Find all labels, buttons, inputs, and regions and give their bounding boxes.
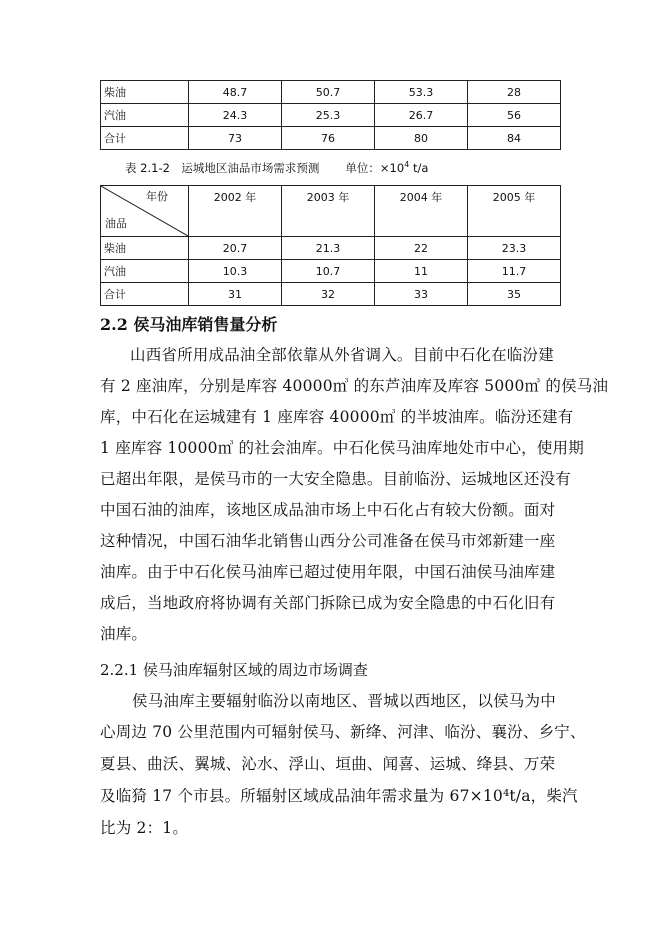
table-yuncheng-demand-forecast [100,185,561,306]
paragraph-line: 有 2 座油库，分别是库容 40000㎥ 的东芦油库及库容 5000㎥ 的侯马油 [100,377,609,395]
caption-unit [345,161,428,175]
column-header: 2004 年 [375,186,468,237]
diagonal-header-cell [101,186,189,237]
paragraph-line: 比为 2：1。 [100,819,189,837]
table-row [101,127,561,150]
caption-title: 表 2.1-2 运城地区油品市场需求预测 [125,161,320,175]
paragraph-line: 1 座库容 10000㎥ 的社会油库。中石化侯马油库地处市中心，使用期 [100,439,584,457]
cell: 53.3 [375,81,468,104]
cell: 80 [375,127,468,150]
paragraph-line: 中国石油的油库，该地区成品油市场上中石化占有较大份额。面对 [100,501,556,519]
table-header-row [101,186,561,237]
cell: 26.7 [375,104,468,127]
cell: 11 [375,260,468,283]
row-label: 合计 [101,127,189,150]
row-label: 汽油 [101,104,189,127]
column-header: 2005 年 [468,186,561,237]
cell: 24.3 [189,104,282,127]
row-label: 汽油 [101,260,189,283]
column-header: 2002 年 [189,186,282,237]
row-label: 合计 [101,283,189,306]
table-row [101,283,561,306]
paragraph-line: 油库。由于中石化侯马油库已超过使用年限，中国石油侯马油库建 [100,563,556,581]
cell: 20.7 [189,237,282,260]
subsection-heading: 2.2.1 侯马油库辐射区域的周边市场调查 [100,661,368,679]
table-row [101,81,561,104]
paragraph-line: 夏县、曲沃、翼城、沁水、浮山、垣曲、闻喜、运城、绛县、万荣 [100,755,556,773]
cell: 35 [468,283,561,306]
row-label: 柴油 [101,237,189,260]
cell: 25.3 [282,104,375,127]
table-caption [125,160,428,176]
paragraph-line: 山西省所用成品油全部依靠从外省调入。目前中石化在临汾建 [130,346,554,364]
cell: 56 [468,104,561,127]
table-row [101,237,561,260]
cell: 31 [189,283,282,306]
corner-year-label: 年份 [146,190,168,203]
unit-prefix: 单位：×10 [345,161,405,175]
paragraph-line: 油库。 [100,625,148,643]
cell: 22 [375,237,468,260]
cell: 48.7 [189,81,282,104]
unit-exponent: 4 [404,160,410,170]
cell: 50.7 [282,81,375,104]
paragraph-line: 及临猗 17 个市县。所辐射区域成品油年需求量为 67×10⁴t/a，柴汽 [100,787,578,805]
unit-suffix: t/a [409,161,429,175]
table-row [101,104,561,127]
paragraph-line: 已超出年限，是侯马市的一大安全隐患。目前临汾、运城地区还没有 [100,470,572,488]
table-diesel-gasoline-forecast-continued [100,80,561,150]
column-header: 2003 年 [282,186,375,237]
cell: 84 [468,127,561,150]
paragraph-line: 这种情况，中国石油华北销售山西分公司准备在侯马市郊新建一座 [100,532,556,550]
row-label: 柴油 [101,81,189,104]
paragraph-line: 成后，当地政府将协调有关部门拆除已成为安全隐患的中石化旧有 [100,594,556,612]
table-row [101,260,561,283]
cell: 33 [375,283,468,306]
cell: 10.3 [189,260,282,283]
paragraph-line: 库，中石化在运城建有 1 座库容 40000㎥ 的半坡油库。临汾还建有 [100,408,574,426]
cell: 32 [282,283,375,306]
cell: 21.3 [282,237,375,260]
cell: 11.7 [468,260,561,283]
paragraph-line: 侯马油库主要辐射临汾以南地区、晋城以西地区，以侯马为中 [132,692,556,710]
paragraph-line: 心周边 70 公里范围内可辐射侯马、新绛、河津、临汾、襄汾、乡宁、 [100,723,586,741]
corner-product-label: 油品 [105,217,127,230]
cell: 76 [282,127,375,150]
cell: 10.7 [282,260,375,283]
cell: 73 [189,127,282,150]
section-heading: 2.2 侯马油库销售量分析 [100,315,278,334]
cell: 23.3 [468,237,561,260]
cell: 28 [468,81,561,104]
